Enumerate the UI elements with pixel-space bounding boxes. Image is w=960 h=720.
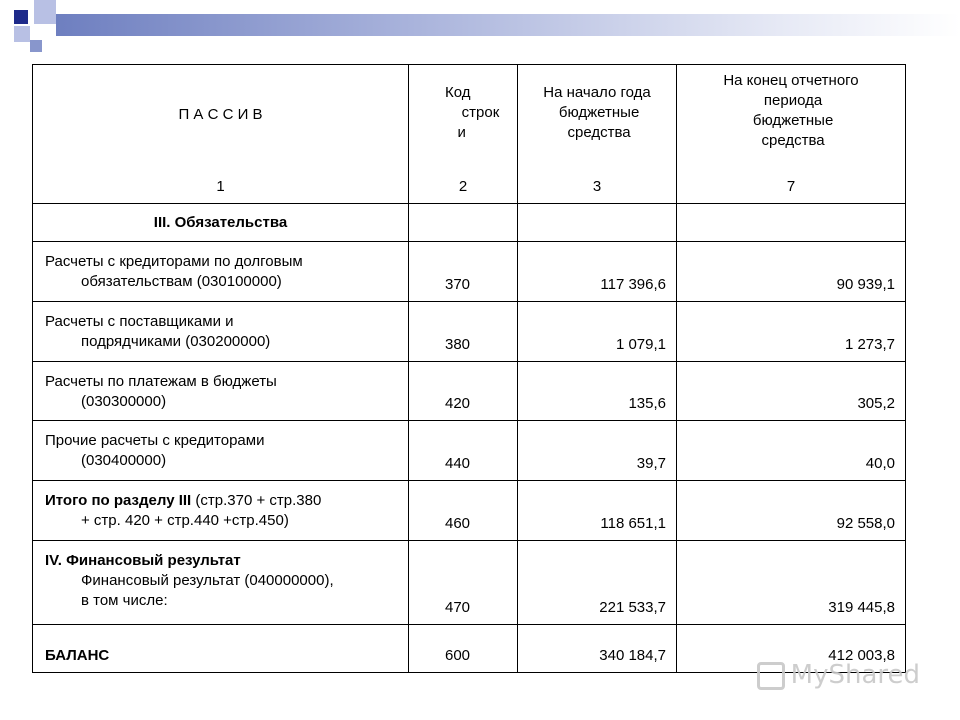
watermark-text: MyShared — [790, 660, 920, 690]
table-row — [33, 242, 906, 302]
watermark-icon — [757, 662, 785, 690]
empty-cell — [409, 204, 518, 242]
row-end-value: 92 558,0 — [677, 481, 906, 541]
row-end-value: 90 939,1 — [677, 242, 906, 302]
header-cell — [33, 65, 409, 204]
row-code: 440 — [409, 421, 518, 481]
row-start-value: 118 651,1 — [518, 481, 677, 541]
row-name-line: в том числе: — [81, 592, 168, 609]
row-start-value: 39,7 — [518, 421, 677, 481]
row-name-line: Расчеты с поставщиками и — [45, 313, 234, 330]
empty-cell — [518, 204, 677, 242]
row-start-value: 221 533,7 — [518, 541, 677, 625]
row-start-value: 1 079,1 — [518, 302, 677, 362]
row-end-value: 1 273,7 — [677, 302, 906, 362]
row-code: 370 — [409, 242, 518, 302]
row-name — [33, 302, 409, 362]
empty-cell — [677, 204, 906, 242]
section-title: IV. Финансовый результат — [45, 552, 241, 569]
total-label: Итого по разделу III — [45, 492, 192, 509]
row-name-line: Расчеты с кредиторами по долговым — [45, 253, 303, 270]
total-formula: (стр.370 + стр.380 — [191, 492, 322, 509]
section-row — [33, 541, 906, 625]
total-row — [33, 481, 906, 541]
row-name-line: Расчеты по платежам в бюджеты — [45, 373, 277, 390]
section-row — [33, 204, 906, 242]
row-start-value: 340 184,7 — [518, 625, 677, 673]
row-name-line: (030400000) — [81, 452, 167, 469]
decor-square — [14, 10, 28, 24]
table-row — [33, 362, 906, 421]
header-cell — [518, 65, 677, 204]
row-start-value: 117 396,6 — [518, 242, 677, 302]
table-row — [33, 302, 906, 362]
header-row — [33, 65, 906, 204]
row-code: 420 — [409, 362, 518, 421]
row-name-line: подрядчиками (030200000) — [81, 333, 271, 350]
col-header-end: На конец отчетного периода бюджетные средства — [723, 72, 859, 149]
row-code: 460 — [409, 481, 518, 541]
col-header-start: На начало года бюджетные средства — [543, 84, 651, 141]
col-number: 3 — [592, 178, 602, 195]
balance-table — [32, 64, 906, 673]
row-code: 380 — [409, 302, 518, 362]
table-row — [33, 421, 906, 481]
row-end-value: 319 445,8 — [677, 541, 906, 625]
row-name-line: Финансовый результат (040000000), — [81, 572, 334, 589]
row-name-line: обязательствам (030100000) — [81, 273, 282, 290]
decor-square — [30, 40, 42, 52]
row-name — [33, 541, 409, 625]
col-number: 2 — [458, 178, 468, 195]
decor-square — [14, 26, 30, 42]
total-formula-line: + стр. 420 + стр.440 +стр.450) — [81, 512, 289, 529]
row-code: 470 — [409, 541, 518, 625]
row-end-value: 412 003,8 — [677, 625, 906, 673]
section-title: III. Обязательства — [33, 204, 409, 242]
header-bar — [56, 14, 960, 36]
header-cell — [409, 65, 518, 204]
row-name — [33, 362, 409, 421]
row-end-value: 40,0 — [677, 421, 906, 481]
row-end-value: 305,2 — [677, 362, 906, 421]
col-header-passive: П А С С И В — [178, 106, 263, 123]
watermark — [757, 660, 920, 690]
row-name — [33, 421, 409, 481]
header-cell — [677, 65, 906, 204]
col-number: 7 — [786, 178, 796, 195]
col-header-code: Код строк и — [445, 84, 500, 141]
row-code: 600 — [409, 625, 518, 673]
row-name — [33, 481, 409, 541]
row-start-value: 135,6 — [518, 362, 677, 421]
row-name — [33, 242, 409, 302]
row-name-line: (030300000) — [81, 393, 167, 410]
balance-label: БАЛАНС — [33, 625, 409, 673]
decor-square — [34, 0, 56, 24]
row-name-line: Прочие расчеты с кредиторами — [45, 432, 265, 449]
col-number: 1 — [216, 178, 225, 195]
